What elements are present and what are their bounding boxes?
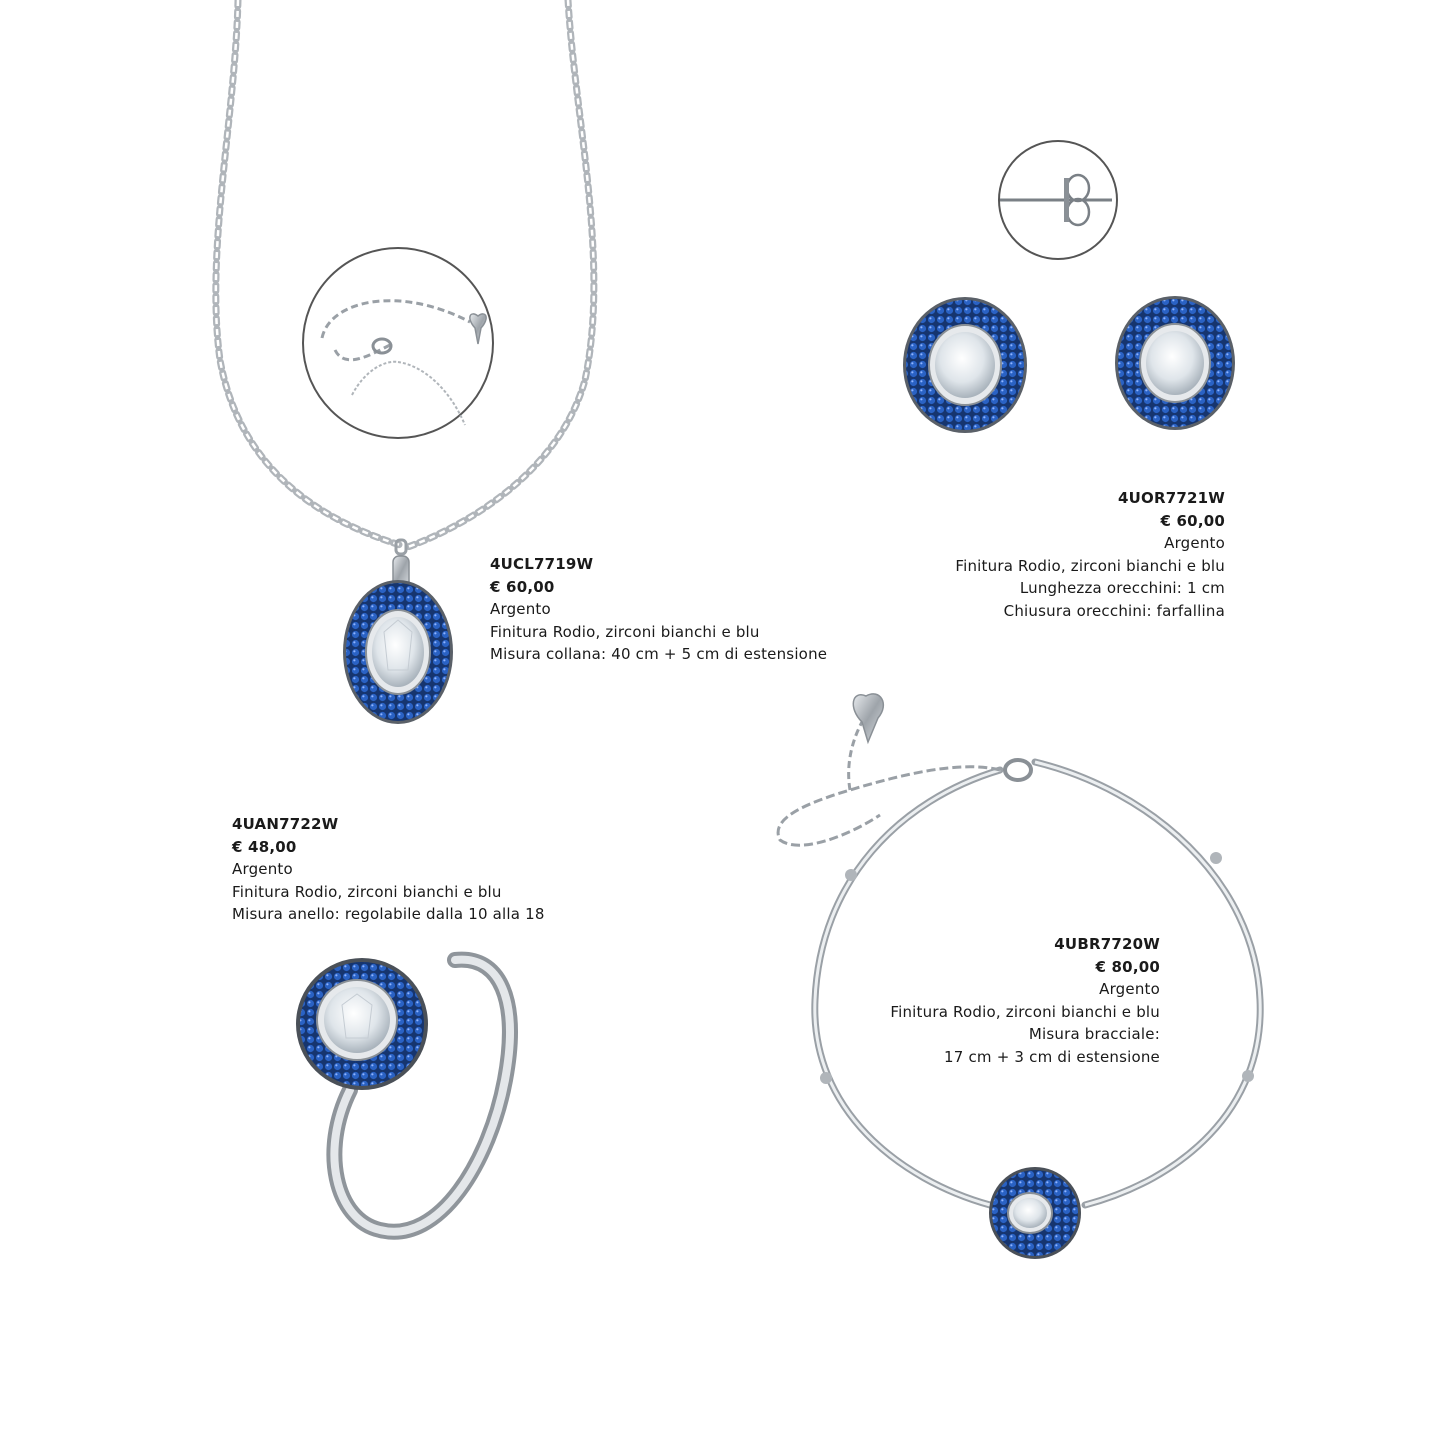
bracelet-code: 4UBR7720W bbox=[1054, 935, 1160, 953]
bracelet-finish: Finitura Rodio, zirconi bianchi e blu bbox=[890, 1002, 1160, 1021]
ring-finish: Finitura Rodio, zirconi bianchi e blu bbox=[232, 882, 502, 901]
ring-material: Argento bbox=[232, 860, 293, 878]
necklace-clasp-detail-circle bbox=[303, 248, 493, 438]
necklace-size: Misura collana: 40 cm + 5 cm di estensione bbox=[490, 645, 828, 663]
bracelet-price: € 80,00 bbox=[1095, 957, 1160, 976]
earring-back-detail-circle bbox=[999, 141, 1117, 259]
ring-size: Misura anello: regolabile dalla 10 alla 18 bbox=[232, 905, 545, 923]
ring-code: 4UAN7722W bbox=[232, 815, 339, 833]
earrings-code: 4UOR7721W bbox=[1117, 489, 1225, 507]
earrings-closure: Chiusura orecchini: farfallina bbox=[1003, 601, 1225, 620]
earrings-material: Argento bbox=[1164, 534, 1225, 552]
earrings-info bbox=[900, 487, 1225, 622]
necklace-code: 4UCL7719W bbox=[490, 555, 594, 573]
ring-image bbox=[296, 958, 510, 1232]
earrings-price: € 60,00 bbox=[1160, 511, 1225, 530]
bracelet-size-label: Misura bracciale: bbox=[1028, 1025, 1160, 1043]
earrings-length: Lunghezza orecchini: 1 cm bbox=[1019, 579, 1225, 597]
necklace-material: Argento bbox=[490, 600, 551, 618]
necklace-price: € 60,00 bbox=[490, 577, 555, 596]
bracelet-info bbox=[830, 933, 1160, 1068]
bracelet-material: Argento bbox=[1099, 980, 1160, 998]
earrings-finish: Finitura Rodio, zirconi bianchi e blu bbox=[955, 556, 1225, 575]
ring-info bbox=[232, 813, 545, 926]
earrings-image bbox=[903, 296, 1235, 433]
necklace-info bbox=[490, 553, 827, 666]
necklace-finish: Finitura Rodio, zirconi bianchi e blu bbox=[490, 622, 760, 641]
ring-price: € 48,00 bbox=[232, 837, 297, 856]
bracelet-size-value: 17 cm + 3 cm di estensione bbox=[944, 1047, 1160, 1066]
